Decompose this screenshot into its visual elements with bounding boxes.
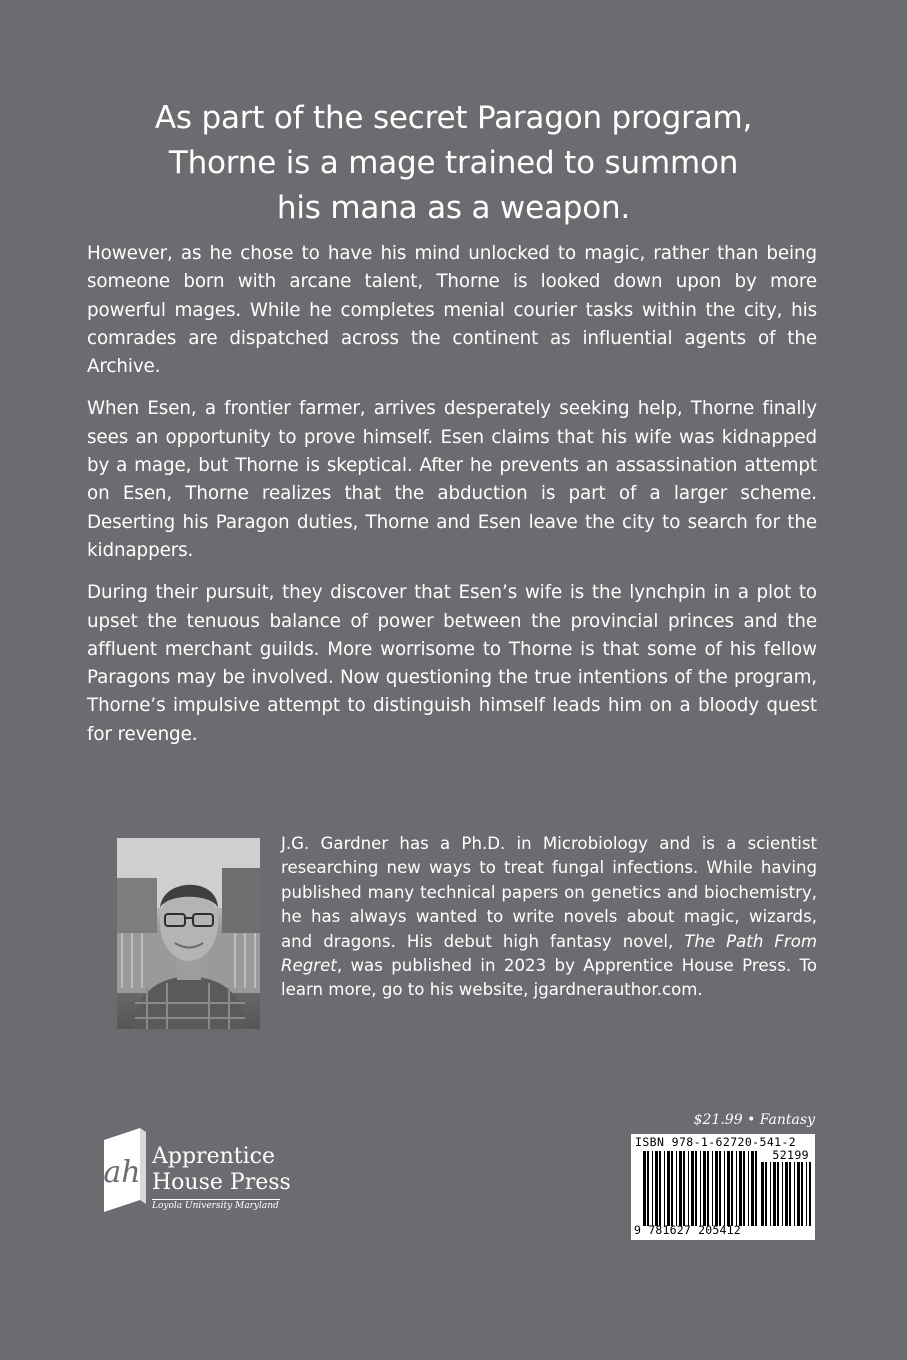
barcode-bar [794,1162,795,1226]
book-monogram-icon [100,1128,152,1218]
author-bio-text: J.G. Gardner has a Ph.D. in Microbiology and is a scientist researching new ways to treat fungal infections. While having published many technical papers on genetics and biochemistry, he has always wanted to write novels about magic, wizards, and dragons. His debut high fantasy novel, [281,834,817,951]
book-blurb [87,240,817,763]
barcode-bar [667,1151,670,1226]
barcode-bar [676,1151,677,1226]
price-separator: • [747,1112,756,1128]
price: $21.99 [693,1112,743,1128]
barcode-bar [801,1162,803,1226]
barcode-bar [719,1151,721,1226]
barcode-bar [765,1162,767,1226]
barcode-bar [761,1162,764,1226]
barcode-bar [739,1151,742,1226]
publisher-name-line-1: Apprentice [152,1144,275,1169]
debut-novel-title: The Path From Regret [281,931,818,976]
blurb-paragraph-2: When Esen, a frontier farmer, arrives desperately seeking help, Thorne finally sees an opportunity to prove himself. Esen claims that his wife was kidnapped by a mage, but Thorne is skeptical. After he prevents an assassination attempt on Esen, Thorne realizes that the abduction is part of a larger scheme. Deserting his Paragon duties, Thorne and Esen leave the city to search for the kidnappers. [87,398,817,561]
barcode-bar [688,1151,689,1226]
barcode-bar [748,1151,749,1226]
genre: Fantasy [759,1112,815,1128]
barcode-bar [691,1151,694,1226]
barcode-bar [777,1162,779,1226]
price-code: 52199 [772,1148,809,1162]
barcode-bar [785,1162,788,1226]
barcode-bar [671,1151,673,1226]
barcode-bar [773,1162,776,1226]
cover-tagline [90,96,817,231]
publisher-monogram: ah [103,1155,141,1190]
blurb-paragraph-1: However, as he chose to have his mind unlocked to magic, rather than being someone born with arcane talent, Thorne is looked down upon by more powerful mages. While he completes menial courier tasks within the city, his comrades are dispatched across the continent as influential agents of the Archive. [87,243,817,378]
barcode-bar [647,1151,649,1226]
author-bio [281,832,817,1003]
barcode-bar [809,1162,811,1226]
barcode-bar [782,1162,783,1226]
barcode-bar [659,1151,661,1226]
tagline-line-2: Thorne is a mage trained to summon [168,145,739,181]
barcode-bar [727,1151,730,1226]
barcode-bar [797,1162,800,1226]
barcode-bar [683,1151,685,1226]
barcode-bar [751,1151,754,1226]
barcode-bar [789,1162,791,1226]
publisher-name-line-2: House Press [152,1170,291,1195]
barcode-bar [707,1151,709,1226]
author-portrait-illustration [117,838,260,1029]
barcode-bar [743,1151,745,1226]
barcode-bar [731,1151,733,1226]
isbn-barcode [631,1134,815,1240]
tagline-line-1: As part of the secret Paragon program, [154,100,753,136]
barcode-bar [679,1151,682,1226]
barcode-bar [755,1151,757,1226]
barcode-bar [695,1151,697,1226]
author-bio-text-end: , was published in 2023 by Apprentice House Press. To learn more, go to his website, jgardnerauthor.com. [281,956,817,1000]
barcode-bar [703,1151,706,1226]
ean-digits: 9 781627 205412 [634,1223,741,1237]
publisher-divider [152,1199,280,1200]
barcode-bar [806,1162,807,1226]
barcode-bar [715,1151,718,1226]
publisher-logo [100,1128,290,1218]
price-genre-line [630,1112,815,1128]
barcode-bar [664,1151,665,1226]
blurb-paragraph-3: During their pursuit, they discover that Esen’s wife is the lynchpin in a plot to upset the tenuous balance of power between the provincial princes and the affluent merchant guilds. More worrisome to Thorne is that some of his fellow Paragons may be involved. Now questioning the true intentions of the program, Thorne’s impulsive attempt to distinguish himself leads him on a bloody quest for revenge. [87,582,817,745]
barcode-bar [712,1151,713,1226]
isbn-label: ISBN 978-1-62720-541-2 [635,1135,797,1149]
barcode-bar [643,1151,646,1226]
barcode-bar [736,1151,737,1226]
barcode-bar [652,1151,653,1226]
barcode-bar [770,1162,771,1226]
author-photo [117,838,260,1029]
barcode-bar [655,1151,658,1226]
barcode-bar [700,1151,701,1226]
publisher-affiliation: Loyola University Maryland [152,1201,279,1211]
tagline-line-3: his mana as a weapon. [276,190,631,226]
barcode-bar [724,1151,725,1226]
